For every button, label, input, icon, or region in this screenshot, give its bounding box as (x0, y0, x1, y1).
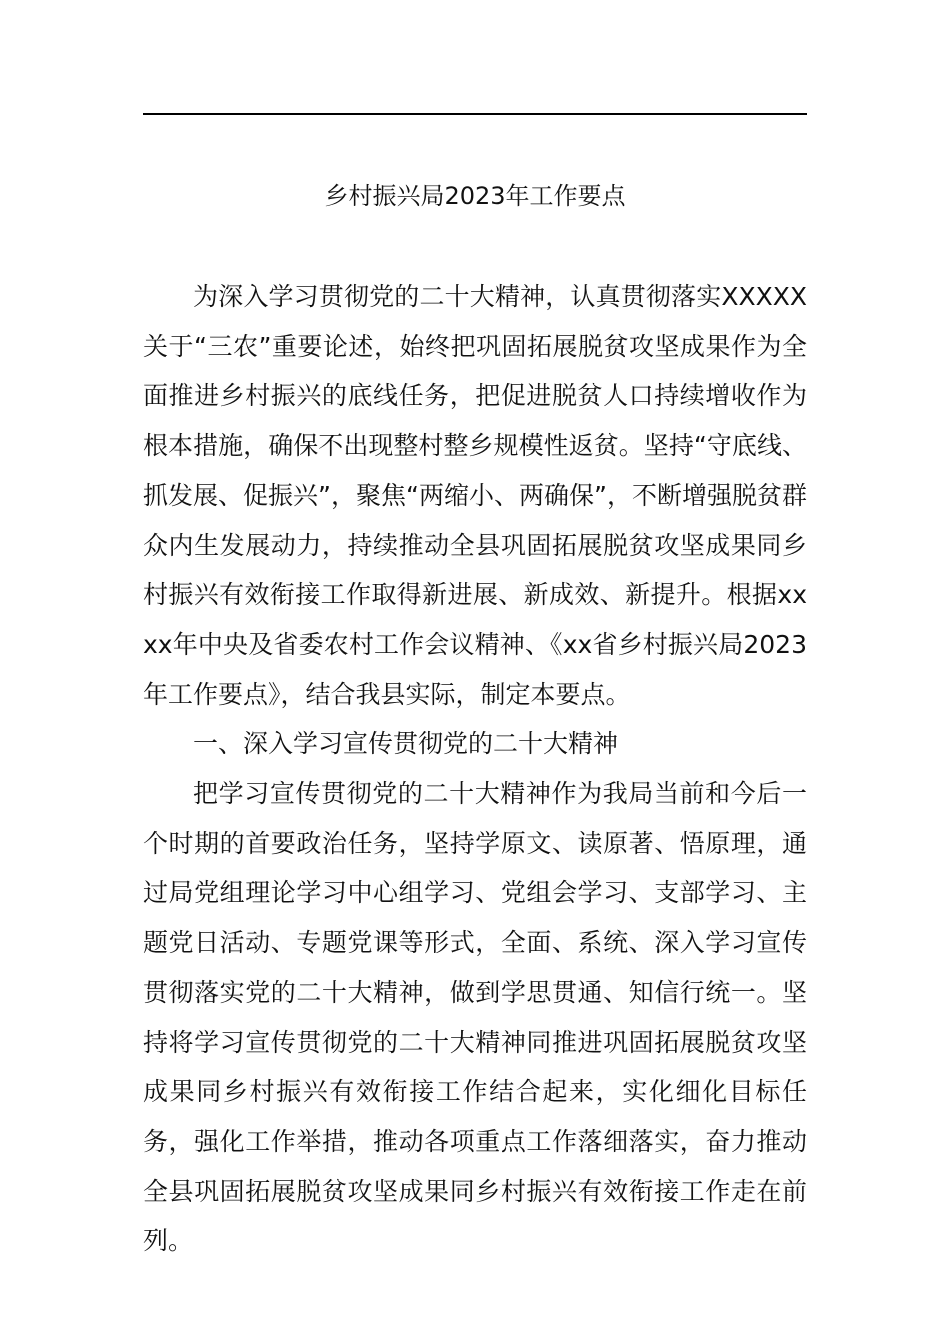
intro-paragraph: 为深入学习贯彻党的二十大精神，认真贯彻落实XXXXX关于“三农”重要论述，始终把巩固拓展脱贫攻坚成果作为全面推进乡村振兴的底线任务，把促进脱贫人口持续增收作为根本措施，确保不出现整村整乡规模性返贫。坚持“守底线、抓发展、促振兴”，聚焦“两缩小、两确保”，不断增强脱贫群众内生发展动力，持续推动全县巩固拓展脱贫攻坚成果同乡村振兴有效衔接工作取得新进展、新成效、新提升。根据xxxx年中央及省委农村工作会议精神、《xx省乡村振兴局2023年工作要点》，结合我县实际，制定本要点。 (143, 282, 807, 709)
section-heading: 一、深入学习宣传贯彻党的二十大精神 (193, 729, 619, 759)
document-title: 乡村振兴局2023年工作要点 (324, 182, 626, 210)
header-divider (143, 113, 807, 115)
document-body (143, 272, 807, 1266)
section-paragraph: 把学习宣传贯彻党的二十大精神作为我局当前和今后一个时期的首要政治任务，坚持学原文、读原著、悟原理，通过局党组理论学习中心组学习、党组会学习、支部学习、主题党日活动、专题党课等形式，全面、系统、深入学习宣传贯彻落实党的二十大精神，做到学思贯通、知信行统一。坚持将学习宣传贯彻党的二十大精神同推进巩固拓展脱贫攻坚成果同乡村振兴有效衔接工作结合起来，实化细化目标任务，强化工作举措，推动各项重点工作落细落实，奋力推动全县巩固拓展脱贫攻坚成果同乡村振兴有效衔接工作走在前列。 (143, 779, 807, 1256)
